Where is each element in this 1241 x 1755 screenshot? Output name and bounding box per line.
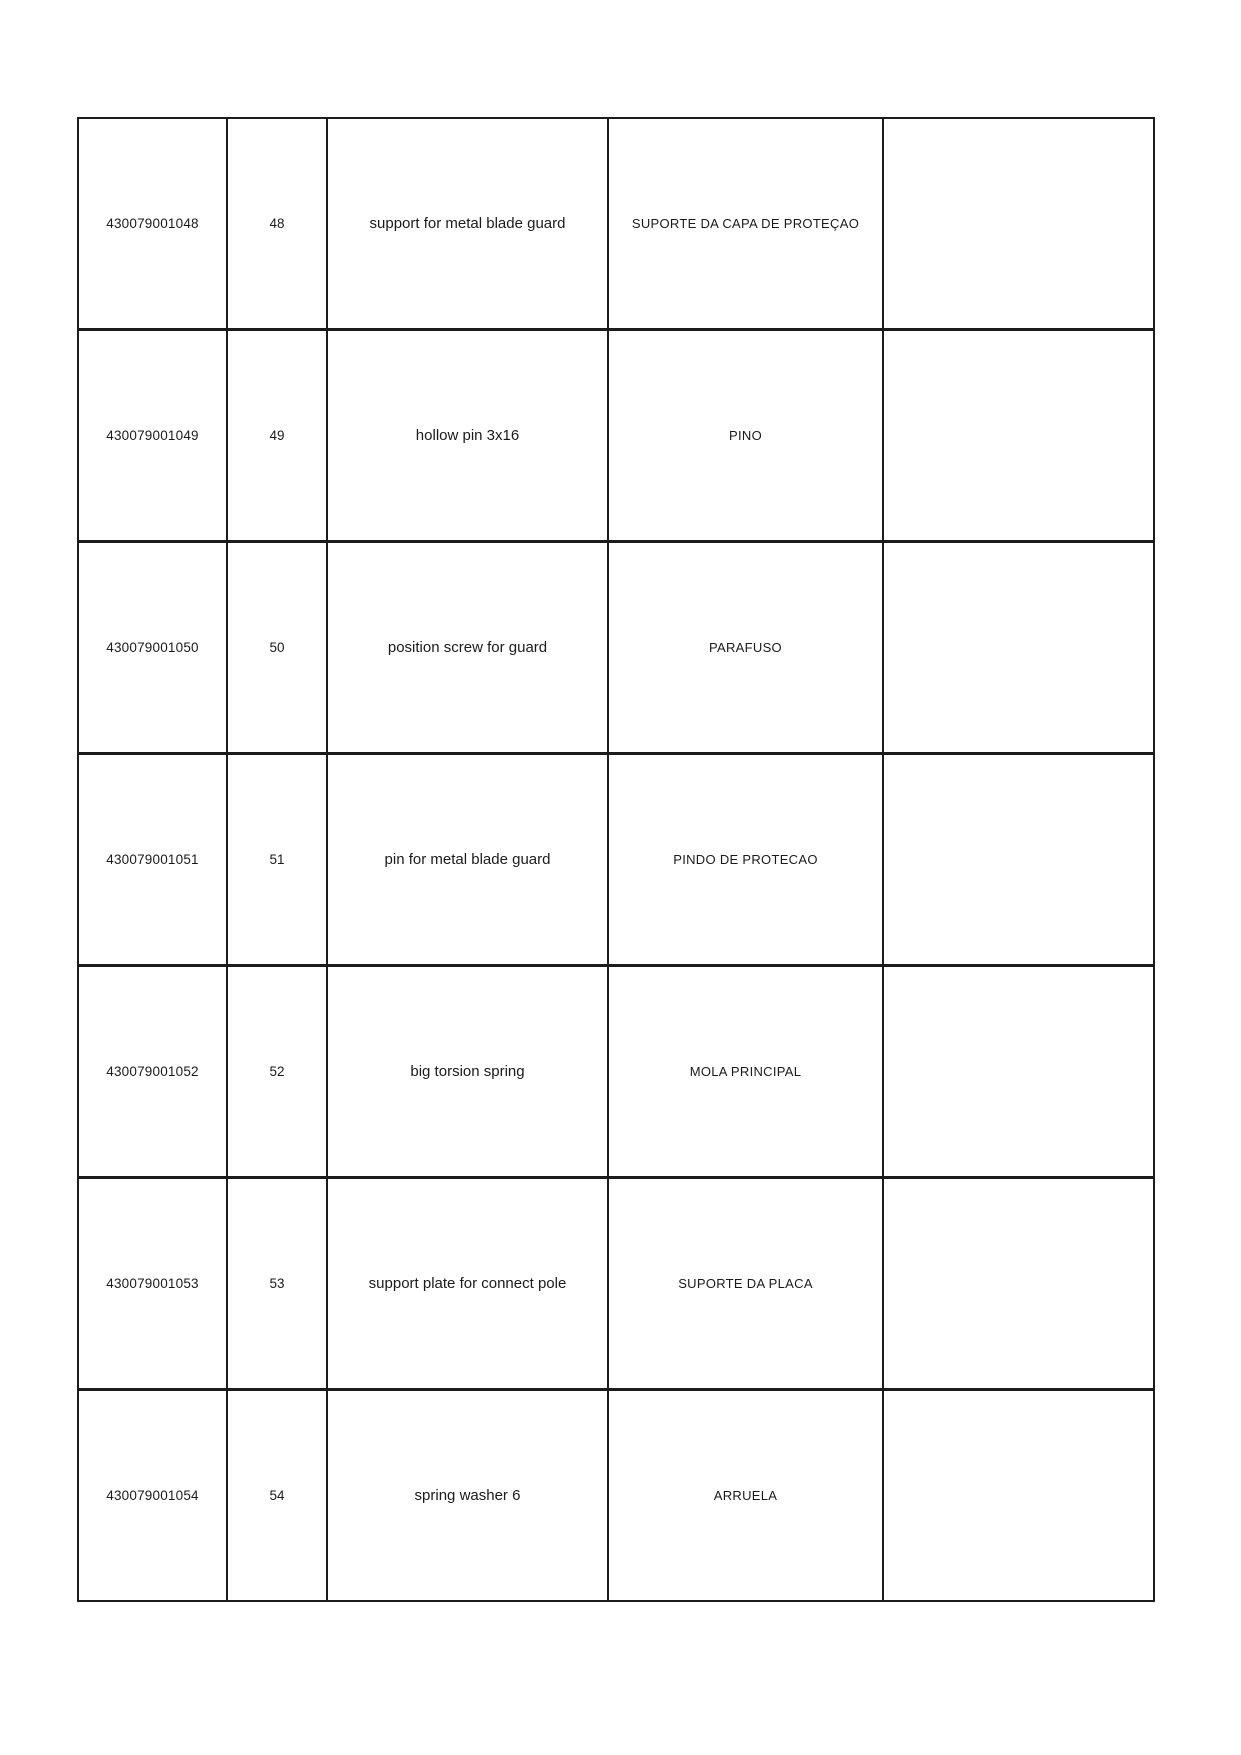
part-number-cell: 430079001054 xyxy=(78,1390,227,1602)
part-number-cell: 430079001051 xyxy=(78,754,227,966)
description-pt-cell: SUPORTE DA CAPA DE PROTEÇAO xyxy=(608,118,883,330)
notes-cell xyxy=(883,1390,1154,1602)
part-number-cell: 430079001053 xyxy=(78,1178,227,1390)
item-number-cell: 53 xyxy=(227,1178,327,1390)
description-en-cell: pin for metal blade guard xyxy=(327,754,608,966)
part-number-cell: 430079001052 xyxy=(78,966,227,1178)
parts-table xyxy=(77,117,1155,1602)
part-number-cell: 430079001049 xyxy=(78,330,227,542)
description-en-cell: support plate for connect pole xyxy=(327,1178,608,1390)
description-pt-cell: PINO xyxy=(608,330,883,542)
description-en-cell: spring washer 6 xyxy=(327,1390,608,1602)
table-row xyxy=(78,1178,1154,1390)
item-number-cell: 54 xyxy=(227,1390,327,1602)
description-en-cell: support for metal blade guard xyxy=(327,118,608,330)
notes-cell xyxy=(883,118,1154,330)
item-number-cell: 49 xyxy=(227,330,327,542)
description-pt-cell: PARAFUSO xyxy=(608,542,883,754)
description-en-cell: hollow pin 3x16 xyxy=(327,330,608,542)
parts-table-body xyxy=(78,118,1154,1601)
item-number-cell: 51 xyxy=(227,754,327,966)
description-pt-cell: PINDO DE PROTECAO xyxy=(608,754,883,966)
description-pt-cell: MOLA PRINCIPAL xyxy=(608,966,883,1178)
item-number-cell: 48 xyxy=(227,118,327,330)
description-en-cell: big torsion spring xyxy=(327,966,608,1178)
description-pt-cell: SUPORTE DA PLACA xyxy=(608,1178,883,1390)
description-en-cell: position screw for guard xyxy=(327,542,608,754)
table-row xyxy=(78,330,1154,542)
part-number-cell: 430079001050 xyxy=(78,542,227,754)
part-number-cell: 430079001048 xyxy=(78,118,227,330)
table-row xyxy=(78,1390,1154,1602)
description-pt-cell: ARRUELA xyxy=(608,1390,883,1602)
table-row xyxy=(78,754,1154,966)
table-row xyxy=(78,966,1154,1178)
table-row xyxy=(78,542,1154,754)
item-number-cell: 52 xyxy=(227,966,327,1178)
notes-cell xyxy=(883,754,1154,966)
notes-cell xyxy=(883,330,1154,542)
item-number-cell: 50 xyxy=(227,542,327,754)
notes-cell xyxy=(883,542,1154,754)
notes-cell xyxy=(883,966,1154,1178)
notes-cell xyxy=(883,1178,1154,1390)
table-row xyxy=(78,118,1154,330)
